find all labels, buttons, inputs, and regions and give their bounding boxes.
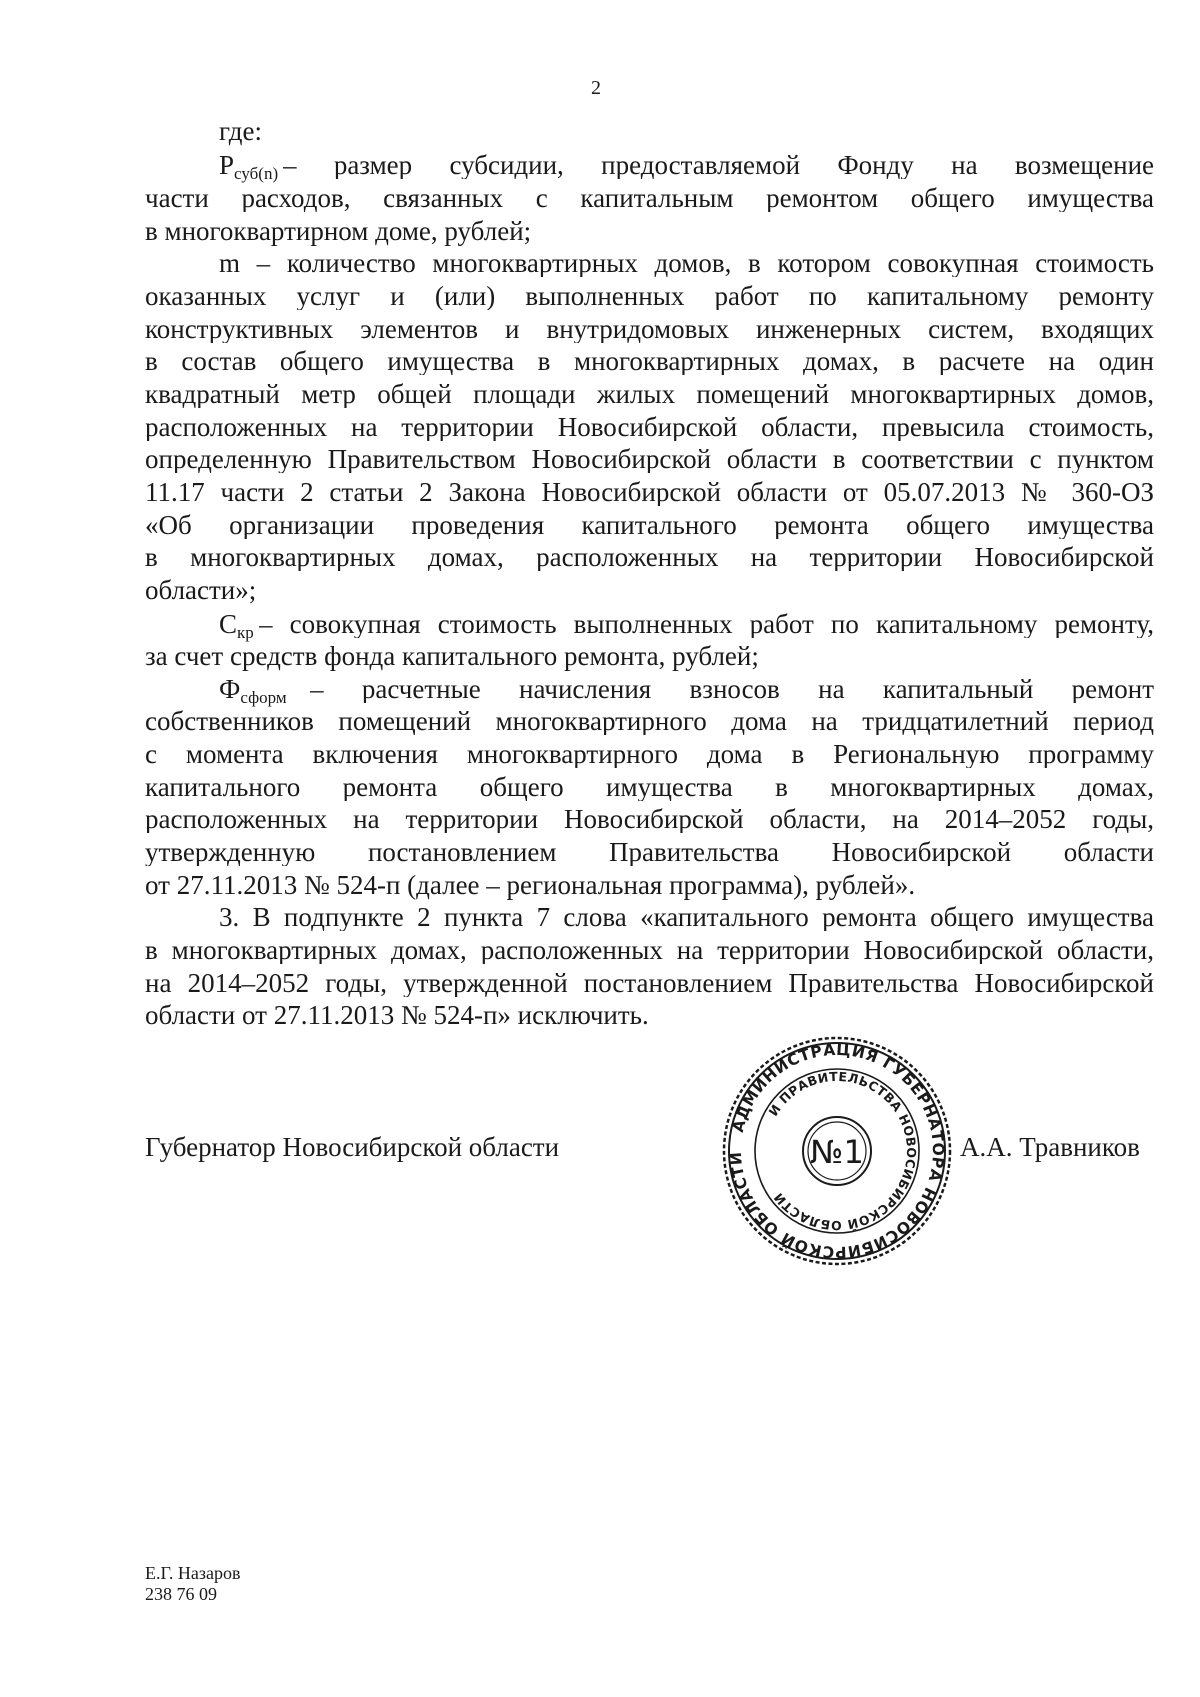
text-line: – расчетные начисления взносов на капитальный ремонт [310, 676, 1154, 703]
seal-outer-text: АДМИНИСТРАЦИЯ ГУБЕРНАТОРА НОВОСИБИРСКОЙ ОБЛАСТИ [726, 1040, 948, 1262]
symbol-base: Р [219, 150, 235, 180]
symbol-base: С [219, 609, 238, 639]
seal-number: №1 [810, 1133, 864, 1171]
text-line: 3. В подпункте 2 пункта 7 слова «капитального ремонта общего имущества [219, 904, 1154, 931]
text-line: области»; [145, 575, 257, 605]
text-line: расположенных на территории Новосибирской области, на 2014–2052 годы, [145, 806, 1154, 833]
signature-name: А.А. Травников [960, 1132, 1140, 1162]
text-line: за счет средств фонда капитального ремонта, рублей; [145, 641, 759, 671]
text-line: на 2014–2052 годы, утвержденной постановлением Правительства Новосибирской [145, 970, 1154, 997]
signature-position: Губернатор Новосибирской области [145, 1132, 560, 1162]
symbol-f-sform [219, 674, 287, 707]
text-line: с момента включения многоквартирного дома в Региональную программу [145, 741, 1154, 768]
text-line: конструктивных элементов и внутридомовых инженерных систем, входящих [145, 316, 1154, 343]
executor-name: Е.Г. Назаров [145, 1563, 241, 1583]
symbol-c-kr [219, 609, 254, 642]
symbol-index: суб(n) [234, 164, 279, 183]
text-line: квадратный метр общей площади жилых помещений многоквартирных домов, [145, 381, 1154, 408]
text-line: от 27.11.2013 № 524-п (далее – региональная программа), рублей». [145, 870, 916, 900]
seal-inner-text: И ПРАВИТЕЛЬСТВА НОВОСИБИРСКОЙ ОБЛАСТИ [765, 1068, 920, 1234]
text-line: расположенных на территории Новосибирской области, превысила стоимость, [145, 414, 1154, 441]
text-line: в многоквартирных домах, расположенных на территории Новосибирской [145, 544, 1154, 571]
text-line: капитального ремонта общего имущества в многоквартирных домах, [145, 774, 1154, 801]
symbol-base: Ф [219, 674, 241, 704]
text-line: собственников помещений многоквартирного дома на тридцатилетний период [145, 708, 1154, 735]
text-line: оказанных услуг и (или) выполненных работ по капитальному ремонту [145, 283, 1154, 310]
symbol-index: кр [237, 623, 254, 642]
text-line: в многоквартирных домах, расположенных на территории Новосибирской области, [145, 937, 1154, 964]
text-line: m – количество многоквартирных домов, в котором совокупная стоимость [219, 250, 1154, 277]
text-line: – совокупная стоимость выполненных работ по капитальному ремонту, [259, 611, 1154, 638]
text-line: в состав общего имущества в многоквартирных домах, в расчете на один [145, 348, 1154, 375]
text-line: – размер субсидии, предоставляемой Фонду на возмещение [283, 152, 1154, 179]
text-line: в многоквартирном доме, рублей; [145, 216, 532, 246]
official-seal [721, 1035, 953, 1267]
text-line: области от 27.11.2013 № 524-п» исключить. [145, 1000, 649, 1030]
text-line: части расходов, связанных с капитальным ремонтом общего имущества [145, 185, 1154, 212]
symbol-index: сформ [240, 688, 287, 707]
text-line: где: [219, 116, 262, 146]
symbol-p-sub [219, 150, 279, 183]
text-line: «Об организации проведения капитального ремонта общего имущества [145, 512, 1154, 539]
text-line: 11.17 части 2 статьи 2 Закона Новосибирской области от 05.07.2013 № 360-ОЗ [145, 479, 1154, 506]
page-number: 2 [591, 77, 601, 99]
text-line: утвержденную постановлением Правительства Новосибирской области [145, 839, 1154, 866]
text-line: определенную Правительством Новосибирской области в соответствии с пунктом [145, 446, 1154, 473]
executor-phone: 238 76 09 [145, 1584, 217, 1604]
